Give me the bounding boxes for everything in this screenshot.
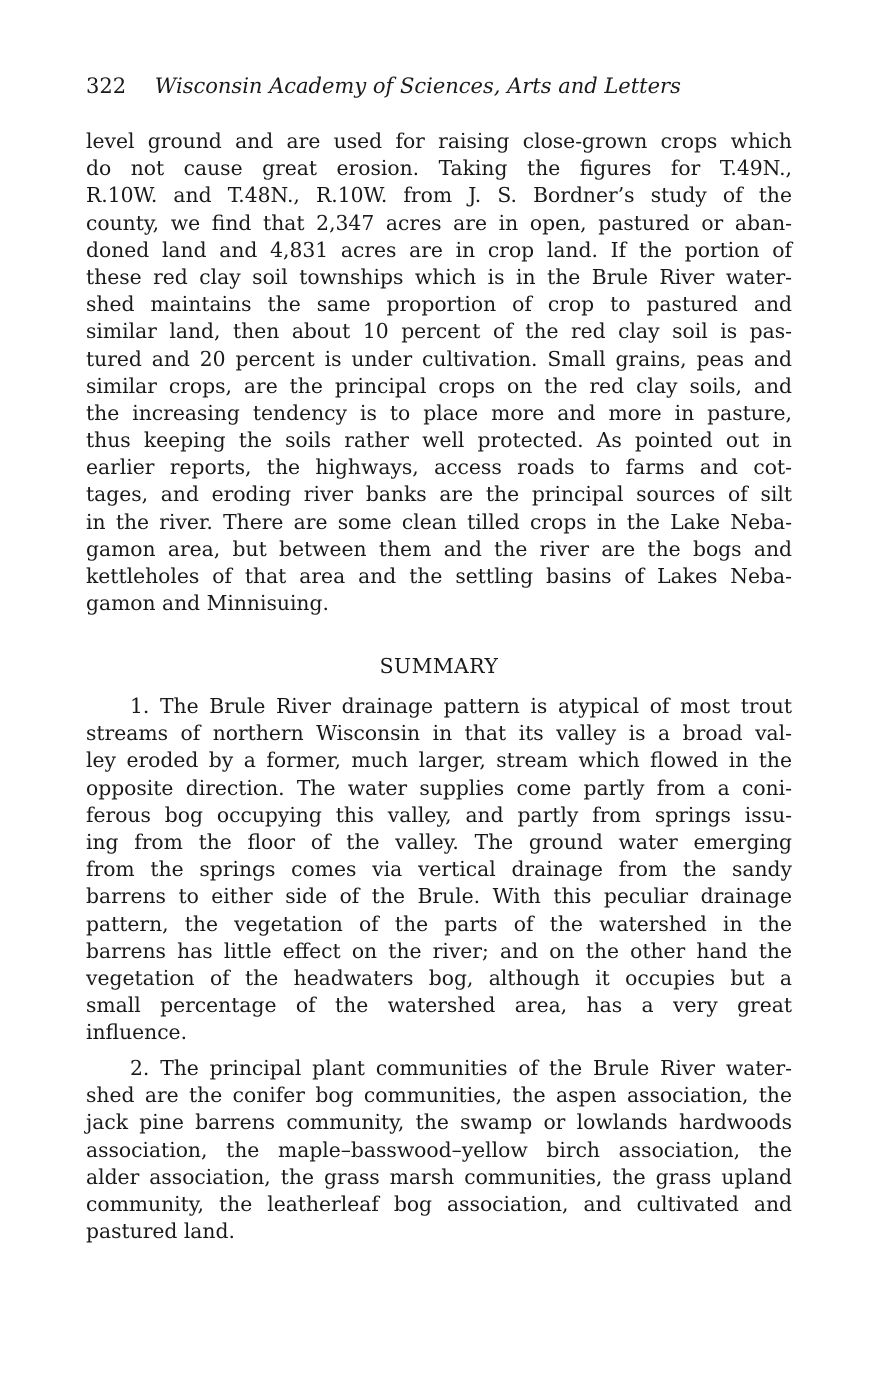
section-heading-summary: SUMMARY — [379, 654, 499, 678]
text-line: these red clay soil townships which is in the Brule River water- — [86, 264, 792, 289]
text-line: similar land, then about 10 percent of the red clay soil is pas- — [86, 319, 792, 344]
text-line: association, the maple–basswood–yellow birch association, the — [86, 1137, 792, 1162]
text-line: tured and 20 percent is under cultivation. Small grains, peas and — [86, 346, 792, 371]
text-line: doned land and 4,831 acres are in crop land. If the portion of — [86, 237, 792, 262]
text-line: vegetation of the headwaters bog, although it occupies but a — [86, 965, 792, 990]
text-line: from the springs comes via vertical drainage from the sandy — [86, 857, 792, 882]
text-line: similar crops, are the principal crops on the red clay soils, and — [86, 373, 792, 398]
text-line: streams of northern Wisconsin in that its valley is a broad val- — [86, 721, 792, 746]
running-title: Wisconsin Academy of Sciences, Arts and Letters — [154, 74, 681, 98]
paragraph-continuation — [86, 128, 792, 617]
running-head — [86, 72, 681, 100]
text-line: ley eroded by a former, much larger, stream which flowed in the — [86, 748, 792, 773]
text-line: do not cause great erosion. Taking the figures for T.49N., — [86, 156, 792, 181]
text-line: earlier reports, the highways, access roads to farms and cot- — [86, 455, 792, 480]
summary-point-2 — [86, 1055, 792, 1245]
text-line: county, we find that 2,347 acres are in open, pastured or aban- — [86, 210, 792, 235]
text-line: opposite direction. The water supplies come partly from a coni- — [86, 775, 792, 800]
summary-point-1 — [86, 693, 792, 1046]
text-line: tages, and eroding river banks are the principal sources of silt — [86, 482, 792, 507]
text-line: ing from the floor of the valley. The ground water emerging — [86, 829, 792, 854]
text-line: thus keeping the soils rather well protected. As pointed out in — [86, 428, 792, 453]
text-line: shed are the conifer bog communities, the aspen association, the — [86, 1083, 792, 1108]
text-line: R.10W. and T.48N., R.10W. from J. S. Bordner’s study of the — [86, 183, 792, 208]
text-line: ferous bog occupying this valley, and partly from springs issu- — [86, 802, 792, 827]
text-line: kettleholes of that area and the settling basins of Lakes Neba- — [86, 564, 792, 588]
text-line: 2. The principal plant communities of the Brule River water- — [130, 1056, 792, 1080]
text-line: influence. — [86, 1020, 188, 1045]
text-line: barrens has little effect on the river; and on the other hand the — [86, 938, 792, 963]
page-number: 322 — [86, 74, 127, 98]
text-line: level ground and are used for raising close-grown crops which — [86, 129, 792, 153]
text-line: shed maintains the same proportion of crop to pastured and — [86, 292, 792, 317]
text-line: community, the leatherleaf bog association, and cultivated and — [86, 1191, 792, 1216]
text-line: in the river. There are some clean tilled crops in the Lake Neba- — [86, 509, 792, 534]
text-line: jack pine barrens community, the swamp or lowlands hardwoods — [86, 1110, 792, 1135]
text-line: barrens to either side of the Brule. With this peculiar drainage — [86, 884, 792, 909]
text-line: pattern, the vegetation of the parts of the watershed in the — [86, 911, 792, 936]
text-line: 1. The Brule River drainage pattern is atypical of most trout — [130, 694, 792, 718]
text-line: gamon and Minnisuing. — [86, 591, 329, 616]
text-line: small percentage of the watershed area, has a very great — [86, 993, 792, 1018]
text-line: alder association, the grass marsh communities, the grass upland — [86, 1164, 792, 1189]
text-line: gamon area, but between them and the river are the bogs and — [86, 536, 792, 561]
text-line: the increasing tendency is to place more and more in pasture, — [86, 400, 792, 425]
text-line: pastured land. — [86, 1219, 235, 1244]
